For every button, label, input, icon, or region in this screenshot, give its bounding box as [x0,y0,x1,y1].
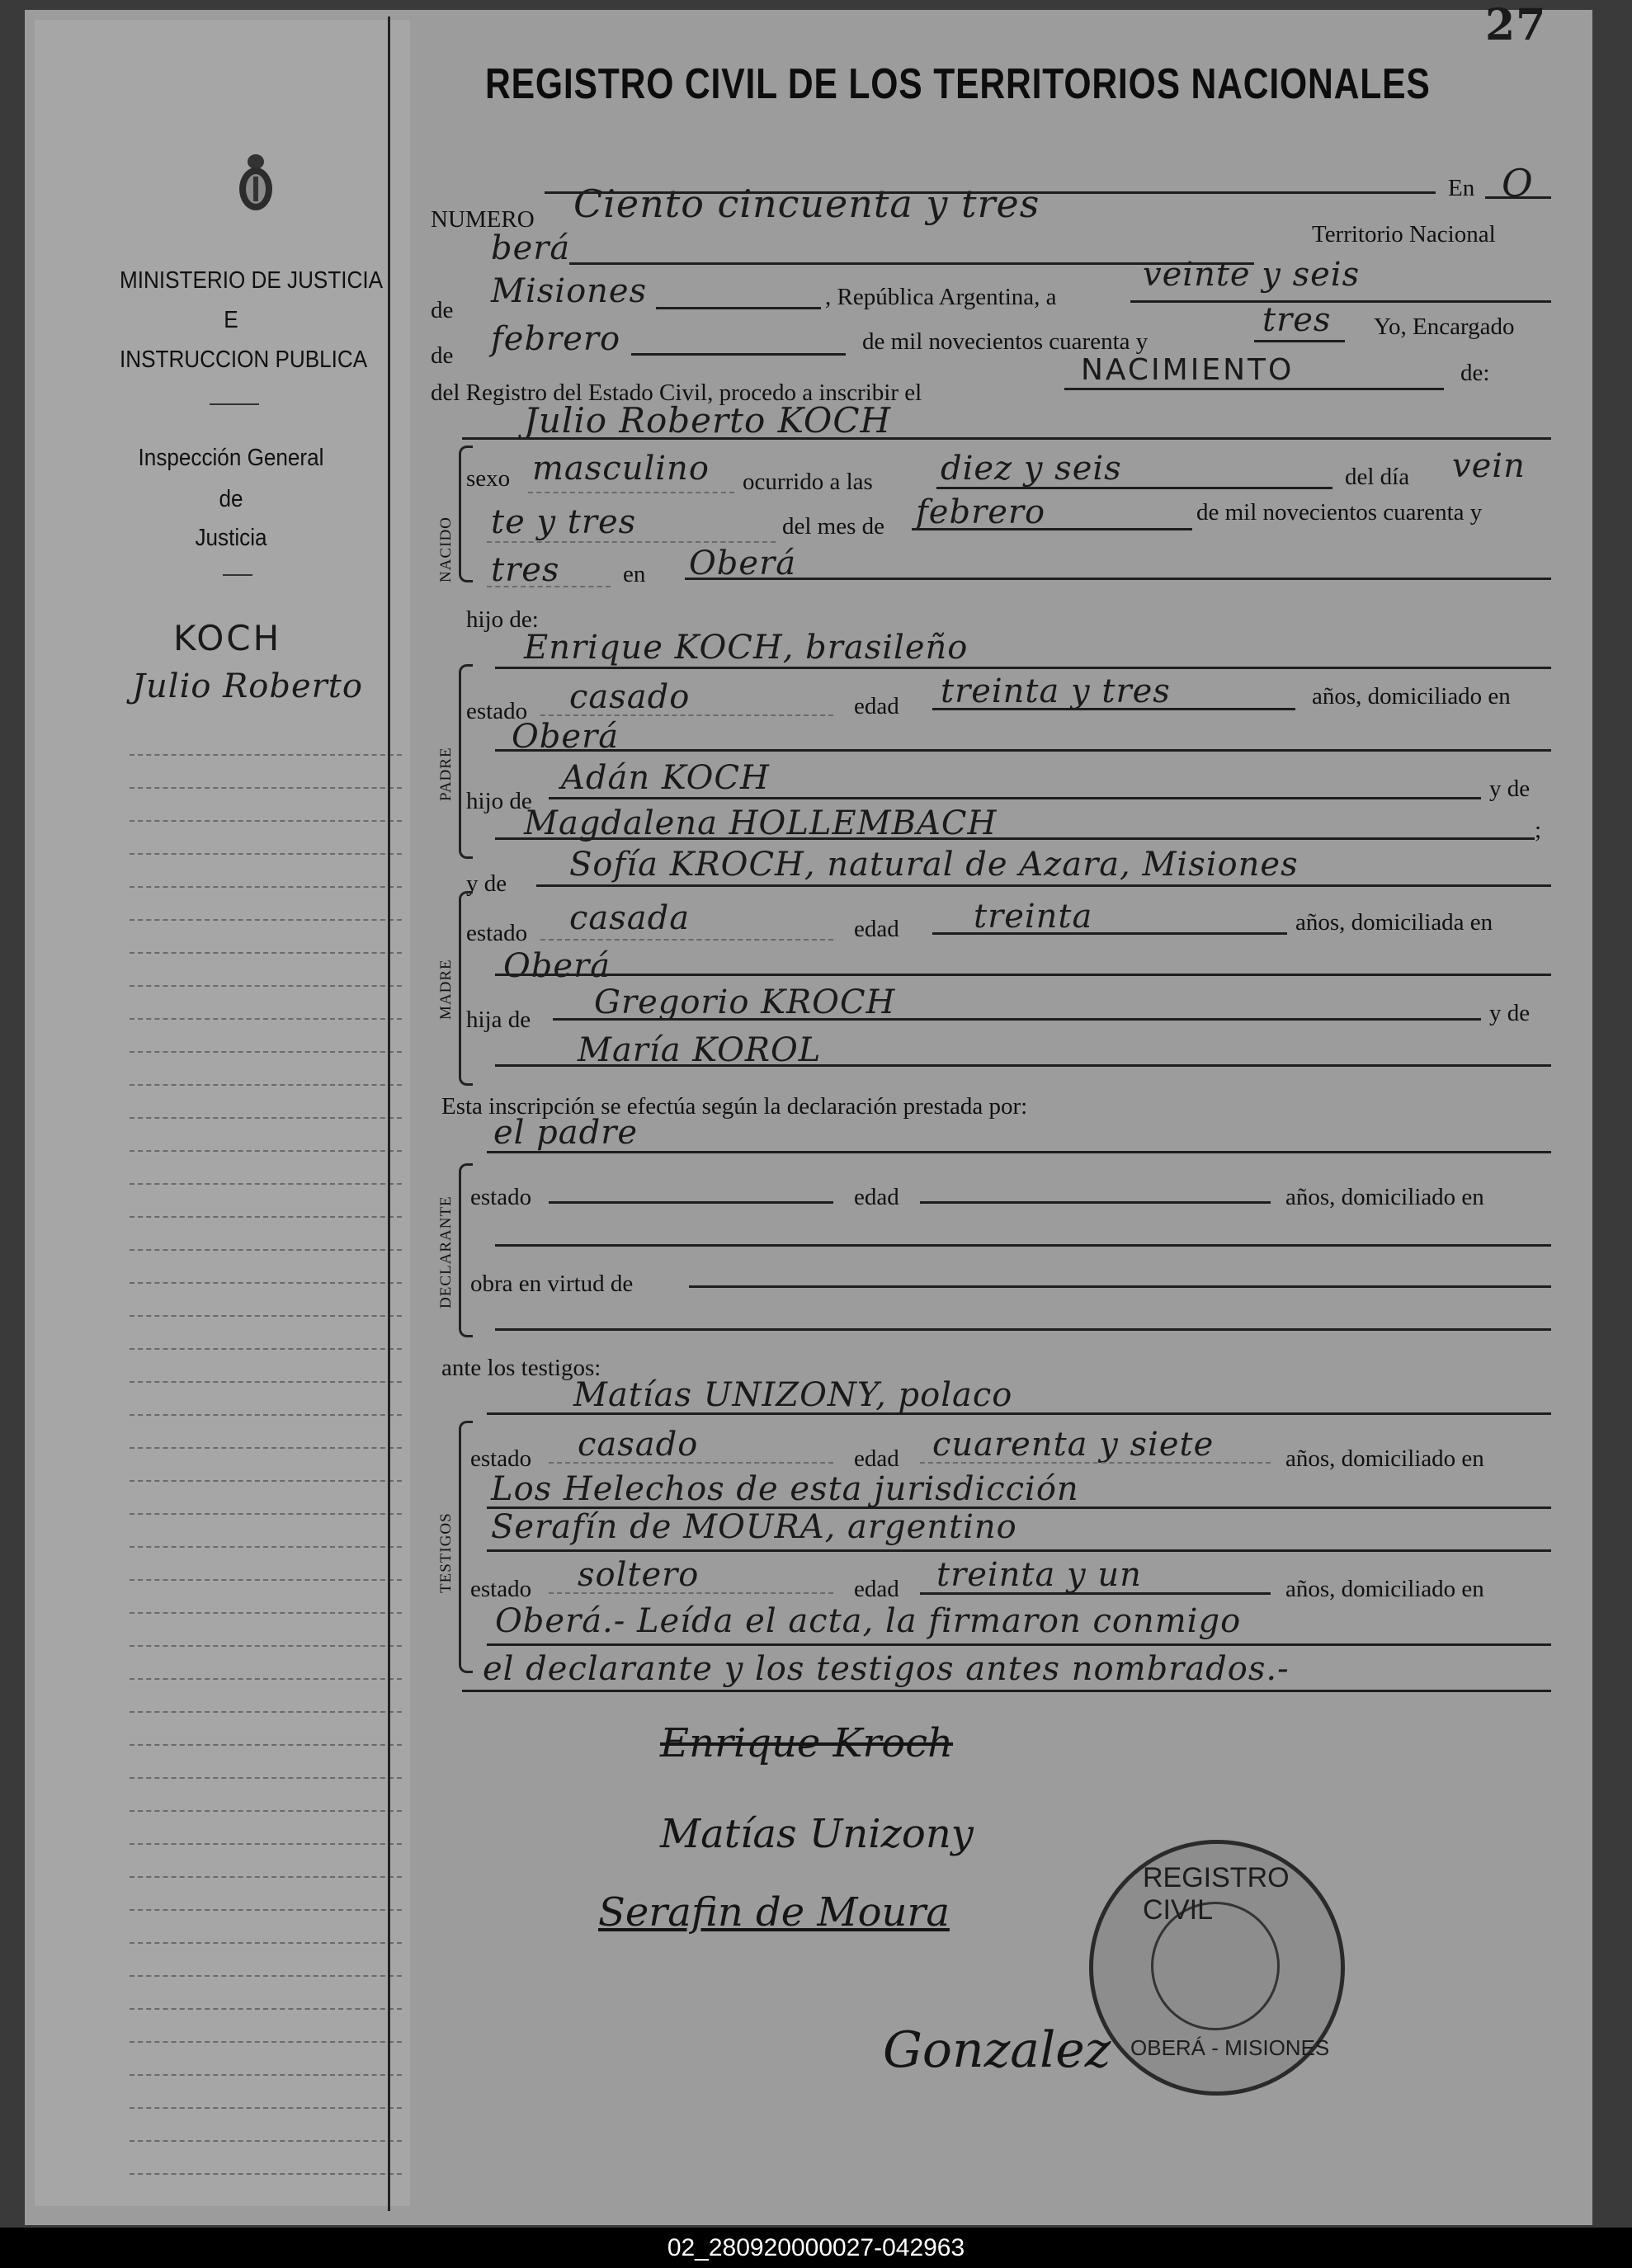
ruled-line [130,1579,402,1581]
padre-domicilio-line [495,749,1551,752]
padre-estado: casado [569,678,691,716]
ruled-line [130,1777,402,1779]
ruled-line [130,1315,402,1317]
testigo1-edad: cuarenta y siete [932,1426,1215,1464]
madre-hija-de-label: hija de [466,1007,531,1033]
declaracion-label: Esta inscripción se efectúa según la declaración prestada por: [441,1093,1028,1120]
page-number: 27 [1485,0,1547,50]
ruled-line [130,919,402,921]
anio-value: tres [491,551,560,589]
padre-brace [459,664,473,859]
dia-line [1130,300,1551,303]
divider [210,403,259,405]
testigo2-edad-label: edad [854,1576,899,1602]
del-dia-label: del día [1345,464,1410,490]
numero-line [545,191,1436,194]
en-label: En [1448,175,1475,201]
territorio-value: Misiones [491,272,648,310]
inspection-line-3: Justicia [195,525,267,551]
hora-line [936,487,1332,489]
ruled-line [130,1150,402,1152]
obra-label: obra en virtud de [470,1271,634,1297]
declarante-domicilio-label: años, domiciliado en [1285,1184,1484,1210]
coat-of-arms-icon [237,144,275,218]
testigo1-domicilio: Los Helechos de esta jurisdicción [491,1470,1079,1508]
padre-semicolon: ; [1535,817,1542,843]
ruled-line [130,1018,402,1020]
testigo2-estado-label: estado [470,1576,532,1602]
ruled-line [130,1348,402,1350]
ruled-line [130,2173,402,2175]
hijo-de-label: hijo de: [466,606,539,633]
acta-line [1064,388,1444,390]
declarante-domicilio-line [495,1244,1551,1247]
en-value-2: berá [491,229,571,267]
numero-value: Ciento cincuenta y tres [573,182,1040,226]
dia-value-1: vein [1452,447,1526,485]
stamp-top-text: REGISTRO CIVIL [1143,1862,1290,1926]
ruled-line [130,787,402,789]
testigo1-estado-line [549,1462,833,1464]
sexo-label: sexo [466,465,511,492]
padre-hijo-de-label: hijo de [466,788,532,814]
testigos-side-label: TESTIGOS [437,1512,455,1593]
en-line [1485,196,1551,199]
hora-value: diez y seis [941,450,1122,488]
del-registro-label: del Registro del Estado Civil, procedo a inscribir el [431,380,922,406]
madre-estado: casada [569,899,691,937]
declarante-side-label: DECLARANTE [437,1195,455,1308]
padre-estado-line [540,714,833,716]
ruled-line [130,1942,402,1944]
testigo2-domicilio-line [487,1643,1551,1646]
ruled-line [130,2041,402,2043]
sexo-line [528,492,734,493]
declarante-edad-label: edad [854,1184,899,1210]
ruled-line [130,952,402,954]
stamp-bottom-text: OBERÁ - MISIONES [1130,2035,1330,2060]
left-margin-panel [35,20,410,2206]
nacido-mil-label: de mil novecientos cuarenta y [1196,499,1483,526]
republica-label: , República Argentina, a [825,284,1057,310]
signature-enrique-kroch: Enrique Kroch [660,1720,954,1766]
ruled-line [130,1282,402,1284]
ruled-line [130,754,402,756]
testigo2-domicilio-label: años, domiciliado en [1285,1576,1484,1602]
madre-padre-line [553,1018,1481,1021]
testigo1-domicilio-label: años, domiciliado en [1285,1445,1484,1472]
fecha-anio: tres [1262,301,1332,339]
padre-edad-line [932,708,1295,710]
ruled-line [130,1216,402,1218]
madre-nombre: Sofía KROCH, natural de Azara, Misiones [569,846,1299,884]
declarante-edad-line [920,1201,1271,1204]
de-label: de [431,297,454,323]
nacido-en-label: en [623,561,646,587]
ruled-line [130,985,402,987]
ruled-line [130,820,402,822]
padre-nombre: Enrique KOCH, brasileño [524,629,969,667]
registro-civil-stamp [1089,1840,1345,2096]
ruled-line [130,1381,402,1383]
madre-madre: María KOROL [578,1031,822,1069]
ruled-line [130,1414,402,1416]
padre-padre-line [549,797,1481,799]
name-line [462,437,1551,440]
mes-value: febrero [916,493,1046,531]
testigos-label: ante los testigos: [441,1355,601,1381]
ruled-line [130,1480,402,1482]
inspection-line-2: de [219,486,243,512]
ruled-line [130,1612,402,1614]
ruled-line [130,853,402,855]
ruled-line [130,1447,402,1449]
madre-y-de-label-2: y de [1489,1000,1531,1026]
ministry-line-1: MINISTERIO DE JUSTICIA [120,267,384,294]
testigo1-nombre-line [487,1412,1551,1415]
ruled-line [130,2074,402,2076]
padre-padre: Adán KOCH [561,759,770,797]
ruled-line [130,1711,402,1713]
tipo-acta: NACIMIENTO [1081,353,1295,387]
de-colon: de: [1460,360,1490,386]
obra-line [689,1285,1551,1288]
register-title: REGISTRO CIVIL DE LOS TERRITORIOS NACIONALES [485,60,1431,108]
mes-line [631,353,846,356]
testigo2-nombre: Serafín de MOURA, argentino [491,1508,1017,1546]
territorio-label: Territorio Nacional [1312,221,1496,248]
divider [223,574,252,576]
ruled-line [130,1051,402,1053]
inspection-line-1: Inspección General [138,445,324,471]
padre-nombre-line [495,667,1551,669]
sexo-value: masculino [532,450,710,488]
testigo2-estado: soltero [578,1556,700,1594]
madre-madre-line [495,1064,1551,1067]
testigo1-edad-line [920,1462,1271,1464]
ruled-line [130,1744,402,1746]
ruled-line [130,2008,402,2010]
ruled-line [130,2140,402,2142]
mil-label: de mil novecientos cuarenta y [862,328,1149,355]
testigo2-estado-line [549,1592,833,1594]
madre-estado-line [540,939,833,941]
cierre-line [462,1690,1551,1692]
madre-estado-label: estado [466,920,528,946]
territorio-line [656,307,821,309]
padre-madre-line [495,837,1535,840]
padre-edad-label: edad [854,693,899,719]
madre-edad-line [932,932,1287,935]
madre-edad-label: edad [854,916,899,942]
yo-label: Yo, Encargado [1374,314,1515,340]
signature-matias-unizony: Matías Unizony [660,1811,974,1857]
lugar-value: Oberá [689,545,797,582]
ruled-line [130,1645,402,1647]
madre-padre: Gregorio KROCH [594,983,896,1021]
madre-domicilio-label: años, domiciliada en [1295,909,1493,936]
signature-serafin-de-moura: Serafin de Moura [598,1889,950,1936]
ruled-line [130,1810,402,1812]
ocurrido-label: ocurrido a las [743,469,873,495]
dia-line-2 [487,541,776,543]
anio-line [1254,340,1345,342]
declarante-estado-line [549,1201,833,1204]
testigo1-estado: casado [578,1426,699,1464]
ruled-line [130,1084,402,1086]
margin-separator [388,17,390,2211]
declarante-nombre-line [487,1151,1551,1153]
ruled-line [130,1513,402,1515]
testigo2-domicilio: Oberá.- Leída el acta, la firmaron conmigo [495,1602,1242,1640]
en-value-1: O [1502,161,1534,205]
testigo1-estado-label: estado [470,1445,532,1472]
cierre-text: el declarante y los testigos antes nombrados.- [483,1650,1290,1688]
margin-given-names: Julio Roberto [132,667,363,705]
signature-encargado: Gonzalez [883,2021,1111,2079]
anio-line-2 [487,586,611,587]
ruled-line [130,1843,402,1845]
ruled-line [130,886,402,888]
del-mes-label: del mes de [782,513,885,540]
madre-nombre-line [536,884,1551,887]
de-label-2: de [431,342,454,369]
madre-side-label: MADRE [437,959,455,1020]
madre-y-de-label: y de [466,870,507,897]
ruled-line [130,2107,402,2109]
padre-domicilio-label: años, domiciliado en [1312,683,1511,710]
declarante-estado-label: estado [470,1184,532,1210]
testigo2-nombre-line [487,1549,1551,1552]
ministry-line-3: INSTRUCCION PUBLICA [120,347,368,373]
testigo2-edad: treinta y un [936,1556,1142,1594]
nacido-side-label: NACIDO [437,516,455,582]
ruled-line [130,1546,402,1548]
testigo1-nombre: Matías UNIZONY, polaco [573,1376,1013,1414]
padre-madre: Magdalena HOLLEMBACH [524,804,998,842]
ruled-line [130,1678,402,1680]
ruled-line [130,1117,402,1119]
madre-domicilio: Oberá [503,947,611,985]
ruled-line [130,1876,402,1878]
padre-estado-label: estado [466,698,528,724]
madre-domicilio-line [495,974,1551,976]
padre-y-de-label: y de [1489,776,1531,802]
madre-edad: treinta [974,898,1093,936]
ruled-line [130,1249,402,1251]
declarante-nombre: el padre [493,1114,639,1152]
dia-value-2: te y tres [491,503,637,541]
padre-edad: treinta y tres [941,672,1171,710]
mes-line-2 [912,528,1192,530]
fecha-mes: febrero [491,320,621,358]
inscribed-name: Julio Roberto KOCH [524,400,892,441]
ruled-line [130,1975,402,1977]
testigo2-edad-line [920,1592,1271,1595]
ruled-line [130,1909,402,1911]
testigo1-edad-label: edad [854,1445,899,1472]
ruled-line [130,1183,402,1185]
lugar-line [685,578,1551,580]
padre-side-label: PADRE [437,747,455,801]
padre-domicilio: Oberá [512,718,620,756]
ministry-line-2: E [224,307,238,333]
fecha-dia: veinte y seis [1143,256,1361,294]
numero-label: NUMERO [431,206,535,233]
obra-line-2 [495,1328,1551,1331]
margin-surname: KOCH [173,618,282,658]
image-id-footer: 02_280920000027-042963 [0,2228,1632,2268]
